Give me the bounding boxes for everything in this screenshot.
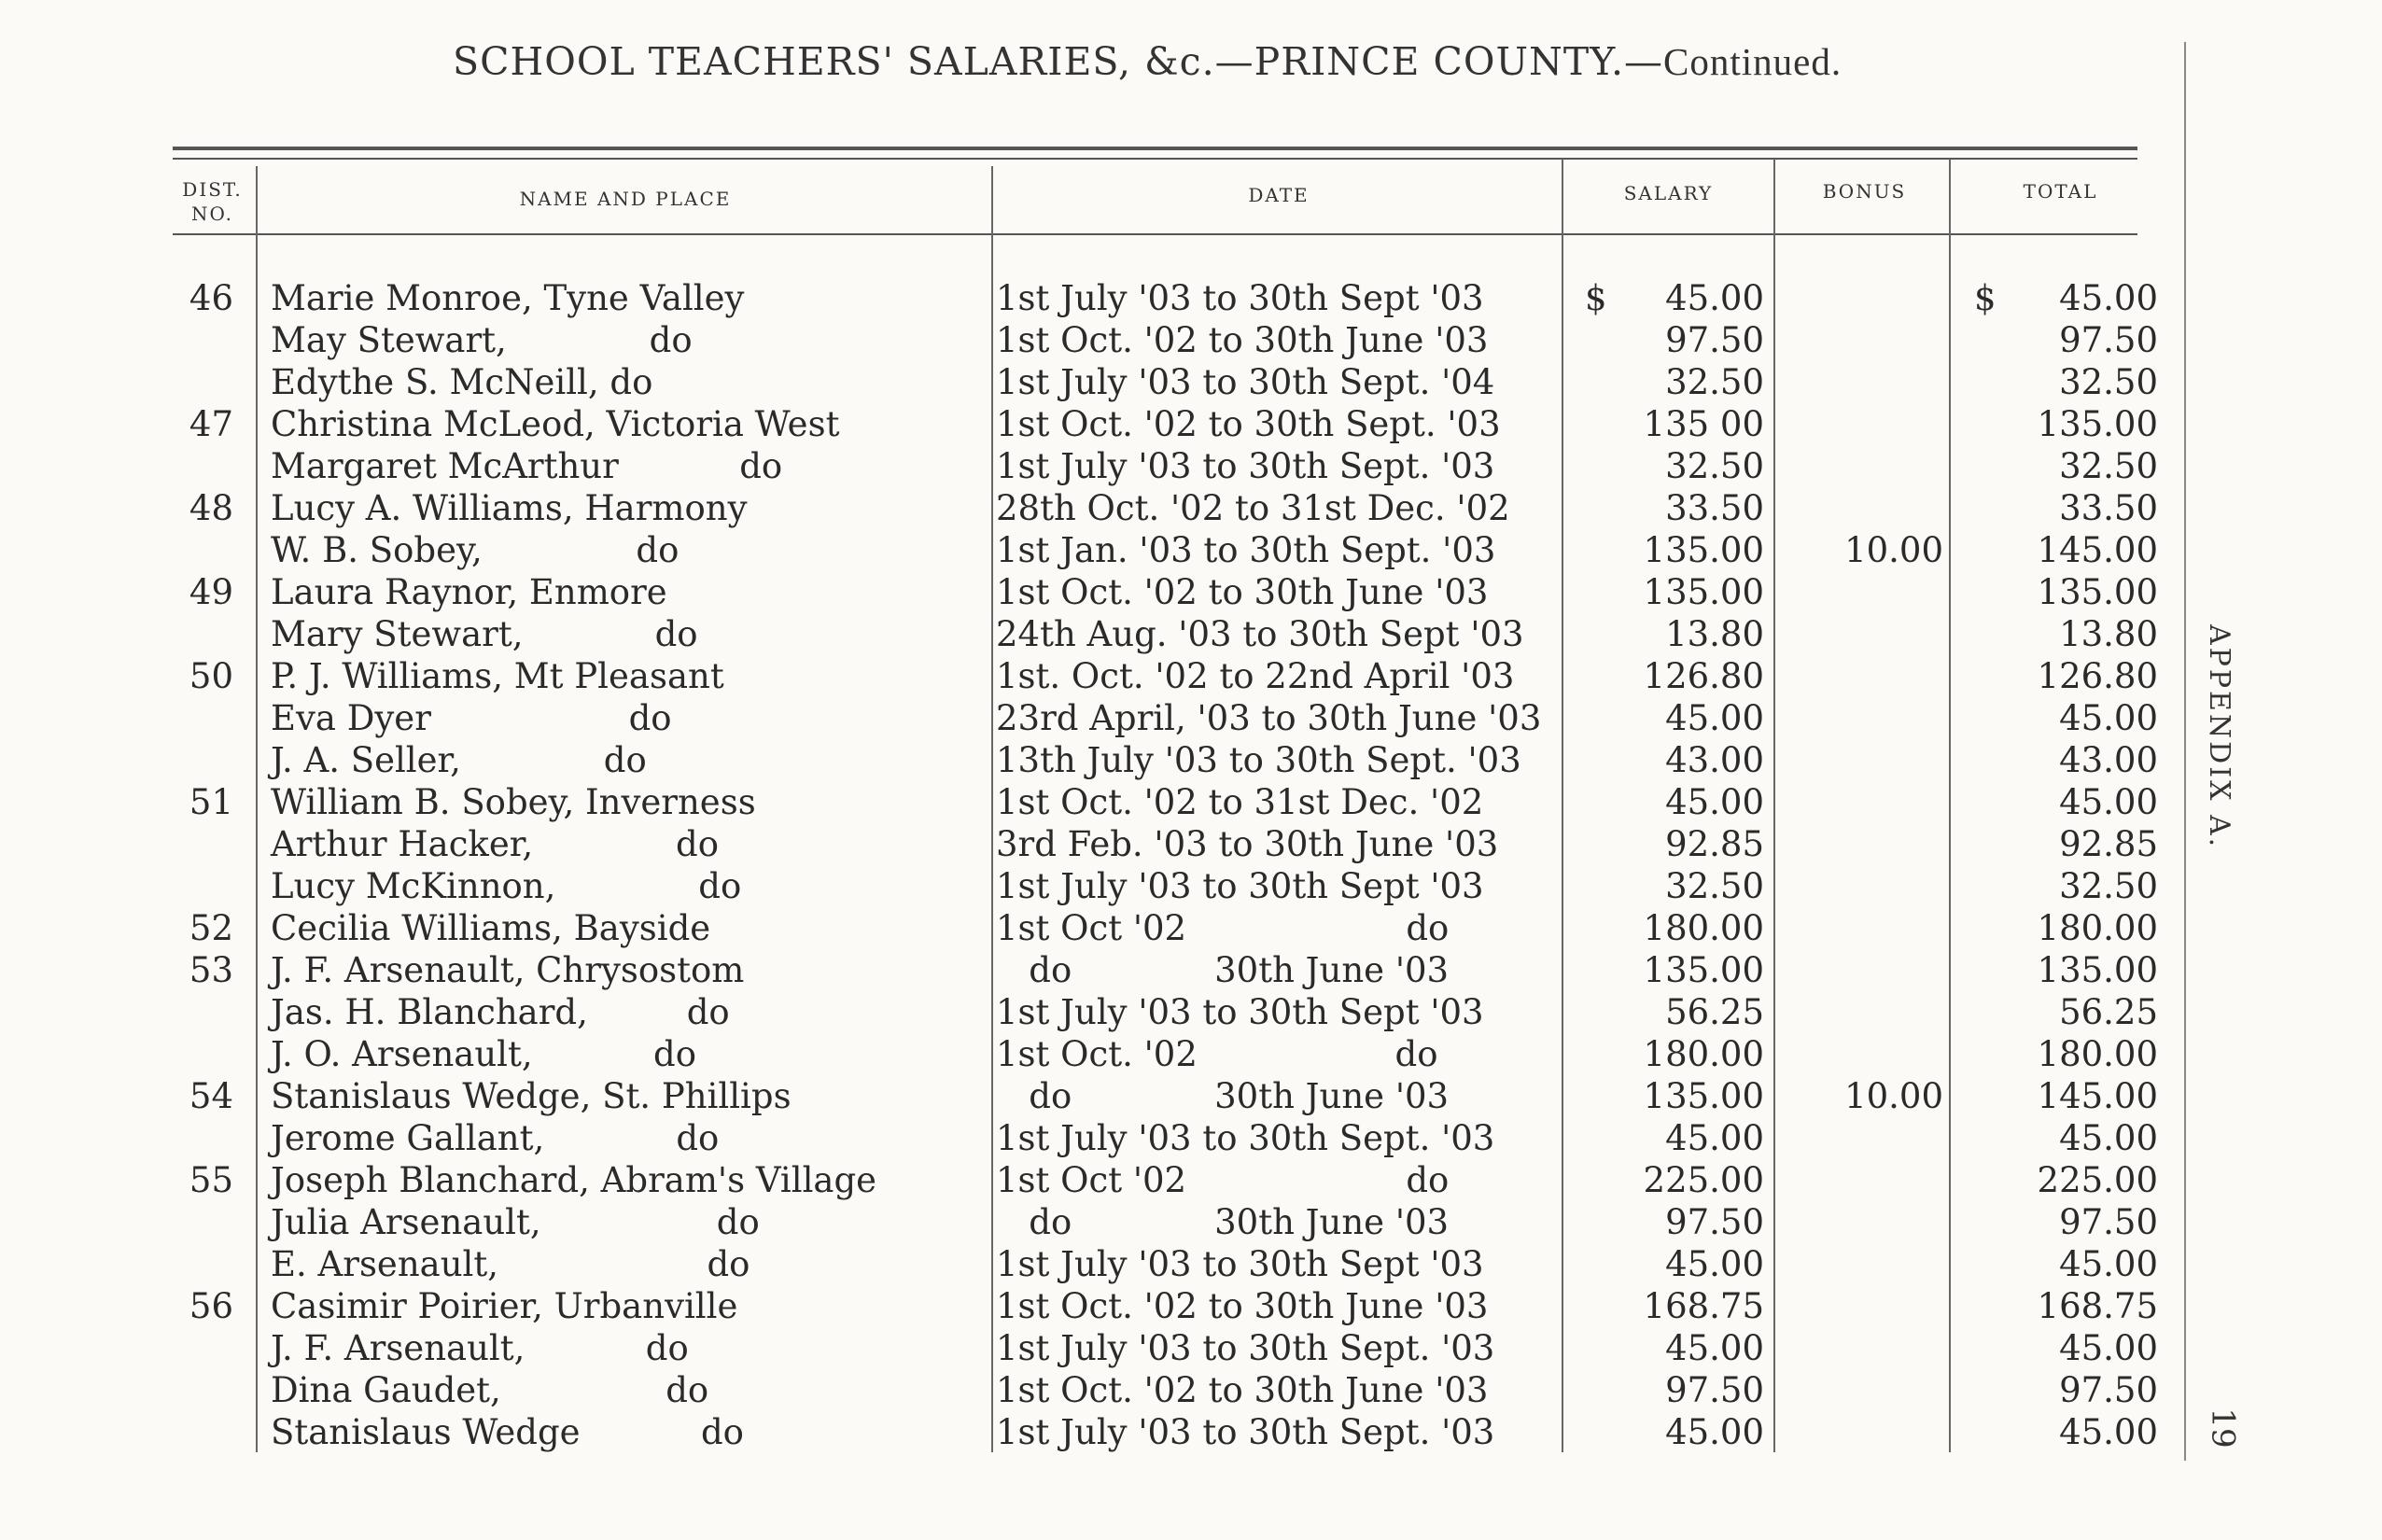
- table-row: [0, 361, 2382, 403]
- name-place-cell: Margaret McArthur do: [271, 446, 783, 486]
- table-row: [0, 1117, 2382, 1159]
- header-bonus: BONUS: [1822, 180, 1907, 203]
- name-place-cell: J. A. Seller, do: [271, 740, 647, 780]
- date-cell: 1st July '03 to 30th Sept. '04: [996, 362, 1495, 402]
- total-cell: 33.50: [2059, 488, 2158, 528]
- date-cell: 1st Oct. '02 do: [996, 1034, 1438, 1074]
- table-row: [0, 445, 2382, 487]
- name-place-cell: Stanislaus Wedge do: [271, 1412, 744, 1452]
- header-dist-no: [173, 177, 252, 226]
- name-place-cell: Lucy McKinnon, do: [271, 866, 742, 906]
- salary-cell: 43.00: [1665, 740, 1764, 780]
- total-cell: 45.00: [2059, 278, 2158, 318]
- dist-no-cell: 54: [189, 1076, 233, 1116]
- table-row: [0, 655, 2382, 697]
- date-cell: 1st July '03 to 30th Sept. '03: [996, 1118, 1495, 1158]
- name-place-cell: Stanislaus Wedge, St. Phillips: [271, 1076, 792, 1116]
- table-row: [0, 319, 2382, 361]
- page-title-main: SCHOOL TEACHERS' SALARIES, &c.—PRINCE COUNTY.—: [453, 39, 1664, 84]
- dist-no-cell: 55: [189, 1160, 233, 1200]
- salary-cell: 97.50: [1665, 1202, 1764, 1242]
- table-row: [0, 571, 2382, 613]
- salary-cell: 180.00: [1643, 1034, 1764, 1074]
- table-row: [0, 529, 2382, 571]
- table-row: [0, 823, 2382, 865]
- table-row: [0, 1159, 2382, 1201]
- table-row: [0, 697, 2382, 739]
- total-cell: 97.50: [2059, 320, 2158, 360]
- salary-cell: 180.00: [1643, 908, 1764, 948]
- top-rule-thick: [173, 147, 2137, 150]
- header-name-place: NAME AND PLACE: [519, 188, 732, 210]
- date-cell: 1st July '03 to 30th Sept '03: [996, 278, 1484, 318]
- total-cell: 135.00: [2037, 950, 2158, 990]
- salary-cell: 135.00: [1643, 1076, 1764, 1116]
- table-row: [0, 949, 2382, 991]
- name-place-cell: J. O. Arsenault, do: [271, 1034, 696, 1074]
- date-cell: 1st Oct '02 do: [996, 1160, 1450, 1200]
- dist-no-cell: 48: [189, 488, 233, 528]
- name-place-cell: Lucy A. Williams, Harmony: [271, 488, 748, 528]
- total-cell: 180.00: [2037, 908, 2158, 948]
- total-cell: 145.00: [2037, 530, 2158, 570]
- name-place-cell: J. F. Arsenault, do: [271, 1328, 689, 1368]
- name-place-cell: E. Arsenault, do: [271, 1244, 750, 1284]
- salary-cell: 45.00: [1665, 1118, 1764, 1158]
- salary-cell: 97.50: [1665, 320, 1764, 360]
- header-dist-no-label: DIST. NO.: [182, 178, 243, 225]
- dist-no-cell: 46: [189, 278, 233, 318]
- page-title-continued: Continued.: [1663, 40, 1843, 83]
- salary-cell: 45.00: [1665, 1328, 1764, 1368]
- total-cell: 45.00: [2059, 1328, 2158, 1368]
- total-cell: 97.50: [2059, 1370, 2158, 1410]
- date-cell: 28th Oct. '02 to 31st Dec. '02: [996, 488, 1510, 528]
- appendix-note: APPENDIX A.: [2203, 624, 2235, 850]
- total-cell: 225.00: [2037, 1160, 2158, 1200]
- name-place-cell: Jas. H. Blanchard, do: [271, 992, 730, 1032]
- date-cell: 1st Oct. '02 to 30th June '03: [996, 320, 1489, 360]
- date-cell: 1st July '03 to 30th Sept. '03: [996, 1412, 1495, 1452]
- dist-no-cell: 50: [189, 656, 233, 696]
- name-place-cell: May Stewart, do: [271, 320, 693, 360]
- total-cell: 43.00: [2059, 740, 2158, 780]
- total-cell: 45.00: [2059, 1412, 2158, 1452]
- table-row: [0, 487, 2382, 529]
- table-row: [0, 1033, 2382, 1075]
- name-place-cell: Eva Dyer do: [271, 698, 672, 738]
- date-cell: do 30th June '03: [996, 1076, 1450, 1116]
- date-cell: 1st Oct. '02 to 30th June '03: [996, 572, 1489, 612]
- total-cell: 168.75: [2037, 1286, 2158, 1326]
- total-cell: 13.80: [2059, 614, 2158, 654]
- table-row: [0, 403, 2382, 445]
- salary-cell: 45.00: [1665, 278, 1764, 318]
- name-place-cell: P. J. Williams, Mt Pleasant: [271, 656, 724, 696]
- date-cell: 23rd April, '03 to 30th June '03: [996, 698, 1542, 738]
- header-rule: [173, 233, 2137, 235]
- date-cell: 1st Oct '02 do: [996, 908, 1450, 948]
- total-cell: 135.00: [2037, 404, 2158, 444]
- date-cell: 1st July '03 to 30th Sept '03: [996, 866, 1484, 906]
- total-cell: 32.50: [2059, 866, 2158, 906]
- total-dollar-sign: $: [1974, 278, 1997, 318]
- date-cell: 1st. Oct. '02 to 22nd April '03: [996, 656, 1515, 696]
- total-cell: 56.25: [2059, 992, 2158, 1032]
- salary-cell: 56.25: [1665, 992, 1764, 1032]
- top-rule-thin: [173, 158, 2137, 160]
- salary-cell: 45.00: [1665, 1244, 1764, 1284]
- date-cell: 13th July '03 to 30th Sept. '03: [996, 740, 1521, 780]
- name-place-cell: Casimir Poirier, Urbanville: [271, 1286, 738, 1326]
- name-place-cell: Marie Monroe, Tyne Valley: [271, 278, 745, 318]
- date-cell: 3rd Feb. '03 to 30th June '03: [996, 824, 1499, 864]
- date-cell: 1st Oct. '02 to 31st Dec. '02: [996, 782, 1484, 822]
- page-number: 19: [2204, 1407, 2242, 1449]
- header-salary: SALARY: [1623, 182, 1714, 204]
- header-date: DATE: [1248, 184, 1310, 206]
- dist-no-cell: 51: [189, 782, 233, 822]
- date-cell: 1st July '03 to 30th Sept. '03: [996, 1328, 1495, 1368]
- salary-cell: 135.00: [1643, 572, 1764, 612]
- total-cell: 45.00: [2059, 1118, 2158, 1158]
- date-cell: do 30th June '03: [996, 950, 1450, 990]
- table-row: [0, 739, 2382, 781]
- name-place-cell: Christina McLeod, Victoria West: [271, 404, 840, 444]
- bonus-cell: 10.00: [1844, 530, 1943, 570]
- date-cell: do 30th June '03: [996, 1202, 1450, 1242]
- total-cell: 145.00: [2037, 1076, 2158, 1116]
- total-cell: 180.00: [2037, 1034, 2158, 1074]
- name-place-cell: Laura Raynor, Enmore: [271, 572, 667, 612]
- total-cell: 45.00: [2059, 698, 2158, 738]
- date-cell: 1st Oct. '02 to 30th Sept. '03: [996, 404, 1501, 444]
- name-place-cell: Julia Arsenault, do: [271, 1202, 760, 1242]
- date-cell: 24th Aug. '03 to 30th Sept '03: [996, 614, 1524, 654]
- bonus-cell: 10.00: [1844, 1076, 1943, 1116]
- table-row: [0, 1243, 2382, 1285]
- table-row: [0, 781, 2382, 823]
- total-cell: 32.50: [2059, 446, 2158, 486]
- table-row: [0, 991, 2382, 1033]
- name-place-cell: Jerome Gallant, do: [271, 1118, 720, 1158]
- date-cell: 1st July '03 to 30th Sept '03: [996, 992, 1484, 1032]
- table-row: [0, 1201, 2382, 1243]
- salary-dollar-sign: $: [1585, 278, 1607, 318]
- dist-no-cell: 52: [189, 908, 233, 948]
- date-cell: 1st Oct. '02 to 30th June '03: [996, 1286, 1489, 1326]
- name-place-cell: W. B. Sobey, do: [271, 530, 680, 570]
- name-place-cell: Arthur Hacker, do: [271, 824, 719, 864]
- dist-no-cell: 53: [189, 950, 233, 990]
- salary-cell: 45.00: [1665, 1412, 1764, 1452]
- salary-cell: 97.50: [1665, 1370, 1764, 1410]
- salary-cell: 225.00: [1643, 1160, 1764, 1200]
- salary-cell: 45.00: [1665, 698, 1764, 738]
- salary-cell: 13.80: [1665, 614, 1764, 654]
- total-cell: 126.80: [2037, 656, 2158, 696]
- name-place-cell: Cecilia Williams, Bayside: [271, 908, 711, 948]
- date-cell: 1st July '03 to 30th Sept '03: [996, 1244, 1484, 1284]
- salary-cell: 126.80: [1643, 656, 1764, 696]
- table-row: [0, 1075, 2382, 1117]
- total-cell: 45.00: [2059, 782, 2158, 822]
- page-title: [453, 39, 1871, 84]
- salary-cell: 32.50: [1665, 362, 1764, 402]
- total-cell: 45.00: [2059, 1244, 2158, 1284]
- name-place-cell: Edythe S. McNeill, do: [271, 362, 653, 402]
- table-row: [0, 613, 2382, 655]
- salary-cell: 135.00: [1643, 530, 1764, 570]
- salary-cell: 135 00: [1643, 404, 1764, 444]
- date-cell: 1st Oct. '02 to 30th June '03: [996, 1370, 1489, 1410]
- table-row: [0, 907, 2382, 949]
- total-cell: 97.50: [2059, 1202, 2158, 1242]
- total-cell: 32.50: [2059, 362, 2158, 402]
- name-place-cell: Dina Gaudet, do: [271, 1370, 709, 1410]
- dist-no-cell: 49: [189, 572, 233, 612]
- table-row: [0, 277, 2382, 319]
- total-cell: 135.00: [2037, 572, 2158, 612]
- salary-cell: 32.50: [1665, 446, 1764, 486]
- date-cell: 1st July '03 to 30th Sept. '03: [996, 446, 1495, 486]
- salary-cell: 92.85: [1665, 824, 1764, 864]
- table-row: [0, 1285, 2382, 1327]
- table-row: [0, 1369, 2382, 1411]
- table-row: [0, 865, 2382, 907]
- total-cell: 92.85: [2059, 824, 2158, 864]
- name-place-cell: J. F. Arsenault, Chrysostom: [271, 950, 745, 990]
- header-total: TOTAL: [2023, 180, 2098, 203]
- salary-cell: 135.00: [1643, 950, 1764, 990]
- date-cell: 1st Jan. '03 to 30th Sept. '03: [996, 530, 1496, 570]
- name-place-cell: William B. Sobey, Inverness: [271, 782, 756, 822]
- table-row: [0, 1327, 2382, 1369]
- salary-cell: 32.50: [1665, 866, 1764, 906]
- salary-cell: 168.75: [1643, 1286, 1764, 1326]
- dist-no-cell: 47: [189, 404, 233, 444]
- salary-cell: 33.50: [1665, 488, 1764, 528]
- name-place-cell: Joseph Blanchard, Abram's Village: [271, 1160, 877, 1200]
- table-row: [0, 1411, 2382, 1453]
- dist-no-cell: 56: [189, 1286, 233, 1326]
- salary-cell: 45.00: [1665, 782, 1764, 822]
- name-place-cell: Mary Stewart, do: [271, 614, 698, 654]
